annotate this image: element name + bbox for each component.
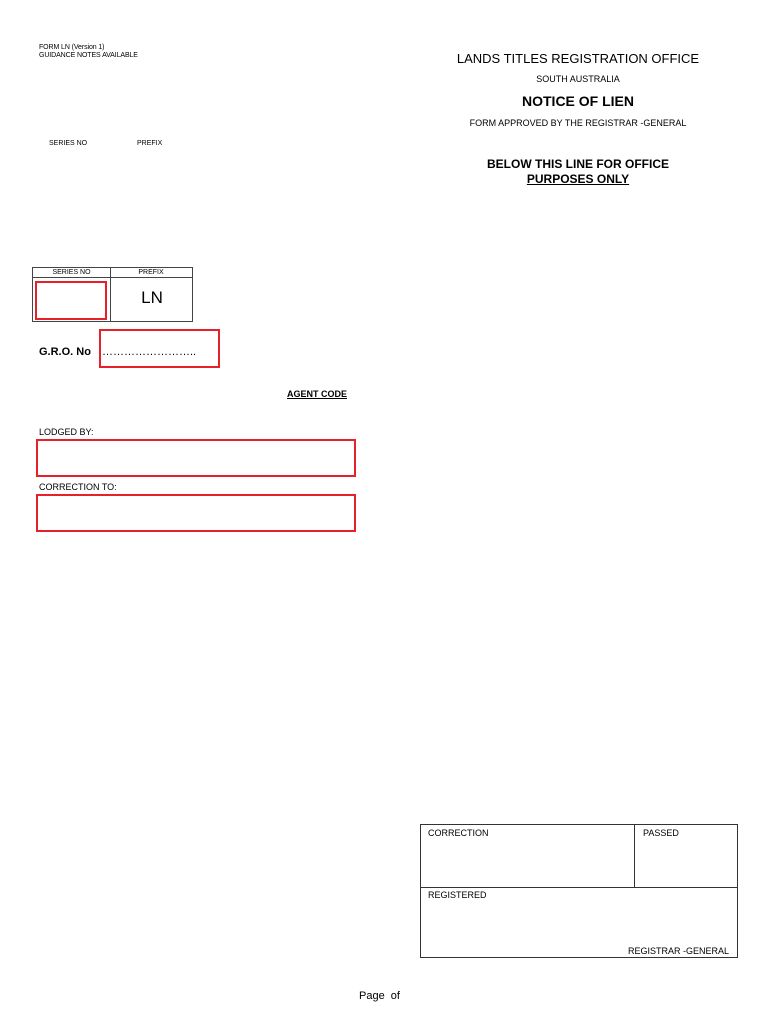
gro-number-input[interactable] [99, 329, 220, 368]
correction-to-input[interactable] [36, 494, 356, 532]
registrar-general-label: REGISTRAR -GENERAL [627, 946, 729, 956]
lodged-by-label: LODGED BY: [39, 427, 94, 437]
form-version: FORM LN (Version 1) [39, 44, 105, 51]
prefix-value: LN [141, 288, 163, 307]
prefix-header: PREFIX [110, 268, 192, 278]
guidance-notes: GUIDANCE NOTES AVAILABLE [39, 52, 138, 59]
correction-label: CORRECTION [428, 828, 489, 838]
series-no-header: SERIES NO [33, 268, 110, 278]
registered-label: REGISTERED [428, 890, 487, 900]
office-title: LANDS TITLES REGISTRATION OFFICE [456, 51, 700, 66]
notice-title: NOTICE OF LIEN [522, 93, 634, 109]
gro-dots: …………………….. [102, 346, 197, 358]
correction-to-label: CORRECTION TO: [39, 482, 117, 492]
passed-label: PASSED [643, 828, 679, 838]
series-no-input[interactable] [35, 281, 107, 320]
office-use-box [420, 824, 738, 958]
state-name: SOUTH AUSTRALIA [536, 74, 620, 84]
office-use-notice [440, 157, 716, 187]
office-use-line-1: BELOW THIS LINE FOR OFFICE [487, 157, 669, 171]
office-use-line-2: PURPOSES ONLY [526, 172, 630, 186]
gro-label: G.R.O. No [39, 346, 91, 358]
agent-code-label: AGENT CODE [287, 389, 348, 399]
form-approval: FORM APPROVED BY THE REGISTRAR -GENERAL [469, 118, 687, 128]
lodged-by-input[interactable] [36, 439, 356, 477]
series-prefix-table [32, 267, 193, 322]
series-no-label: SERIES NO [49, 140, 88, 147]
page-footer: Page of [359, 990, 400, 1002]
prefix-label: PREFIX [137, 140, 163, 147]
